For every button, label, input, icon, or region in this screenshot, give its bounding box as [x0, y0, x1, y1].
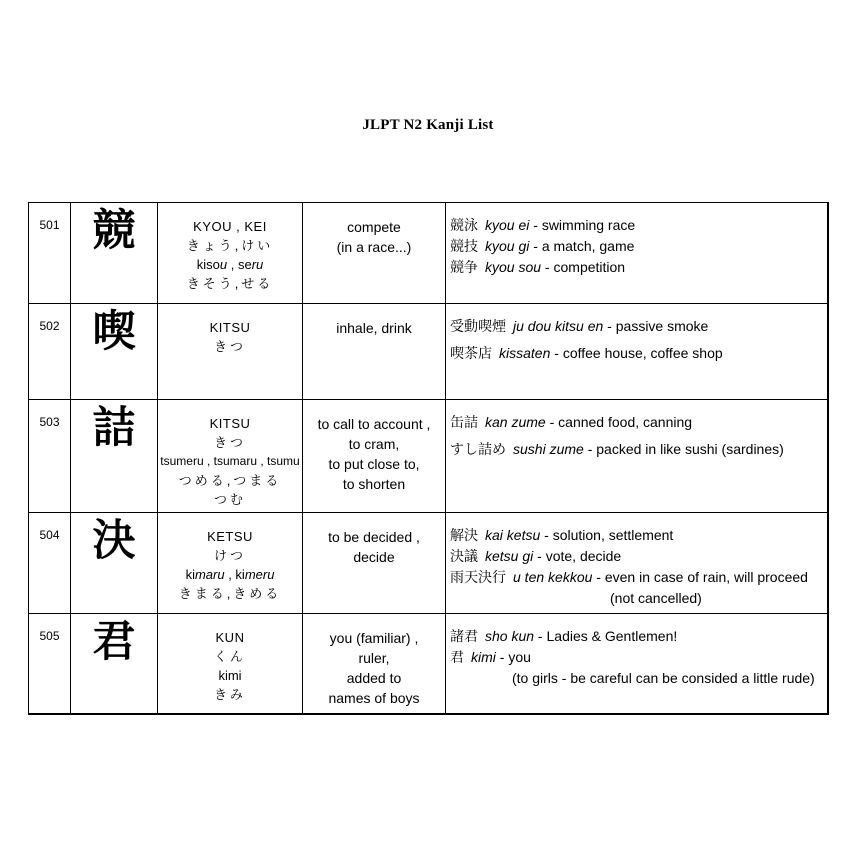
example-line: [450, 546, 825, 567]
examples-list: [450, 316, 825, 364]
entry-number: 503: [29, 400, 71, 513]
reading-segment: u: [219, 257, 228, 272]
table-row: [29, 400, 828, 513]
examples-list: [450, 412, 825, 460]
example-line: [450, 588, 825, 609]
example-dash: -: [529, 217, 542, 233]
examples-cell: [446, 614, 828, 714]
example-japanese: 競技: [450, 238, 478, 254]
example-english: packed in like sushi (sardines): [596, 441, 784, 457]
example-english: (not cancelled): [610, 590, 702, 606]
meaning-line: names of boys: [328, 690, 420, 706]
examples-list: [450, 215, 825, 278]
example-line: [450, 343, 825, 364]
example-dash: -: [545, 414, 559, 430]
reading-line: KYOU , KEI: [193, 219, 267, 234]
reading-line: つめる,つまる: [178, 473, 282, 488]
meaning-line: to call to account ,: [317, 416, 431, 432]
example-romaji: sho kun: [485, 628, 535, 644]
meaning-line: to be decided ,: [328, 529, 420, 545]
meaning-line: to shorten: [342, 476, 406, 492]
example-line: [450, 236, 825, 257]
meaning-cell: [303, 400, 446, 513]
example-romaji: u ten kekkou: [513, 569, 593, 585]
kanji-character: 詰: [71, 400, 158, 513]
table-row: [29, 513, 828, 614]
example-line: [450, 567, 825, 588]
example-dash: -: [534, 628, 547, 644]
reading-segment: ru: [251, 257, 264, 272]
example-english: swimming race: [541, 217, 636, 233]
reading-segment: , se: [227, 257, 252, 272]
meaning-line: (in a race...): [336, 239, 412, 255]
example-dash: -: [550, 345, 563, 361]
examples-cell: [446, 304, 828, 400]
example-english: vote, decide: [545, 548, 622, 564]
kanji-table: [28, 202, 829, 715]
entry-number: 502: [29, 304, 71, 400]
reading-segment: maru: [194, 567, 225, 582]
entry-number: 504: [29, 513, 71, 614]
example-romaji: kyou gi: [485, 238, 530, 254]
examples-list: [450, 525, 825, 609]
example-english: even in case of rain, will proceed: [604, 569, 808, 585]
example-japanese: すし詰め: [450, 441, 506, 457]
reading-line: KUN: [215, 630, 245, 645]
example-romaji: kyou ei: [485, 217, 530, 233]
example-dash: -: [583, 441, 597, 457]
entry-number: 501: [29, 203, 71, 304]
examples-cell: [446, 400, 828, 513]
readings-cell: [158, 513, 303, 614]
example-dash: -: [529, 238, 542, 254]
reading-line: KITSU: [209, 416, 251, 431]
example-japanese: 君: [450, 649, 464, 665]
example-line: [450, 439, 825, 460]
example-english: Ladies & Gentlemen!: [546, 628, 678, 644]
meaning-line: you (familiar) ,: [329, 630, 419, 646]
reading-segment: kiso: [196, 257, 220, 272]
example-english: coffee house, coffee shop: [562, 345, 723, 361]
example-english: a match, game: [541, 238, 635, 254]
readings-cell: [158, 304, 303, 400]
table-row: [29, 203, 828, 304]
example-line: [450, 647, 825, 668]
reading-line: くん: [213, 649, 246, 664]
meaning-line: to cram,: [348, 436, 400, 452]
example-japanese: 解決: [450, 527, 478, 543]
example-line: [450, 626, 825, 647]
kanji-character: 君: [71, 614, 158, 714]
reading-line: KETSU: [207, 529, 253, 544]
example-romaji: kissaten: [499, 345, 551, 361]
example-japanese: 受動喫煙: [450, 318, 506, 334]
example-romaji: sushi zume: [513, 441, 584, 457]
example-line: [450, 257, 825, 278]
example-dash: -: [603, 318, 616, 334]
reading-line: きまる,きめる: [178, 586, 282, 601]
meaning-cell: [303, 203, 446, 304]
example-romaji: kai ketsu: [485, 527, 541, 543]
meaning-cell: [303, 614, 446, 714]
example-english: passive smoke: [615, 318, 709, 334]
meaning-line: ruler,: [358, 650, 390, 666]
example-dash: -: [592, 569, 605, 585]
reading-line: [158, 565, 302, 584]
example-english: competition: [553, 259, 626, 275]
meaning-line: to put close to,: [328, 456, 420, 472]
meaning-cell: [303, 513, 446, 614]
kanji-table-body: [29, 203, 828, 714]
examples-cell: [446, 203, 828, 304]
reading-line: きそう,せる: [186, 276, 274, 291]
reading-line: kimi: [218, 668, 242, 683]
reading-line: つむ: [213, 492, 246, 507]
page-title: JLPT N2 Kanji List: [362, 117, 494, 133]
entry-number: 505: [29, 614, 71, 714]
example-english: you: [508, 649, 531, 665]
example-english: (to girls - be careful can be consided a little rude): [512, 670, 815, 686]
example-romaji: kimi: [471, 649, 496, 665]
example-japanese: 雨天決行: [450, 569, 506, 585]
reading-segment: meru: [244, 567, 275, 582]
meaning-line: added to: [346, 670, 402, 686]
example-english: canned food, canning: [558, 414, 693, 430]
meaning-cell: [303, 304, 446, 400]
example-romaji: ju dou kitsu en: [513, 318, 604, 334]
examples-list: [450, 626, 825, 689]
example-line: [450, 215, 825, 236]
example-dash: -: [495, 649, 509, 665]
example-romaji: kyou sou: [485, 259, 542, 275]
reading-segment: , ki: [224, 567, 245, 582]
kanji-character: 競: [71, 203, 158, 304]
meaning-line: compete: [347, 219, 401, 235]
reading-segment: ki: [185, 567, 195, 582]
example-japanese: 缶詰: [450, 414, 478, 430]
readings-cell: [158, 614, 303, 714]
readings-cell: [158, 400, 303, 513]
meaning-line: decide: [353, 549, 395, 565]
example-romaji: kan zume: [485, 414, 546, 430]
reading-line: きみ: [213, 687, 246, 702]
kanji-character: 喫: [71, 304, 158, 400]
reading-line: tsumeru , tsumaru , tsumu: [160, 454, 300, 468]
example-romaji: ketsu gi: [485, 548, 534, 564]
reading-line: KITSU: [209, 320, 251, 335]
reading-line: きつ: [213, 435, 246, 450]
example-line: [450, 525, 825, 546]
example-line: [450, 412, 825, 433]
example-line: [450, 316, 825, 337]
example-dash: -: [541, 259, 554, 275]
meaning-line: inhale, drink: [336, 320, 412, 336]
reading-line: きょう,けい: [186, 238, 274, 253]
kanji-character: 決: [71, 513, 158, 614]
example-japanese: 決議: [450, 548, 478, 564]
example-japanese: 諸君: [450, 628, 478, 644]
reading-line: きつ: [213, 339, 246, 354]
reading-line: [158, 255, 302, 274]
example-dash: -: [540, 527, 553, 543]
readings-cell: [158, 203, 303, 304]
example-japanese: 競争: [450, 259, 478, 275]
table-row: [29, 304, 828, 400]
example-english: solution, settlement: [552, 527, 674, 543]
example-japanese: 喫茶店: [450, 345, 492, 361]
example-line: [450, 668, 825, 689]
table-row: [29, 614, 828, 714]
reading-line: けつ: [213, 548, 246, 563]
example-japanese: 競泳: [450, 217, 478, 233]
example-dash: -: [533, 548, 546, 564]
examples-cell: [446, 513, 828, 614]
